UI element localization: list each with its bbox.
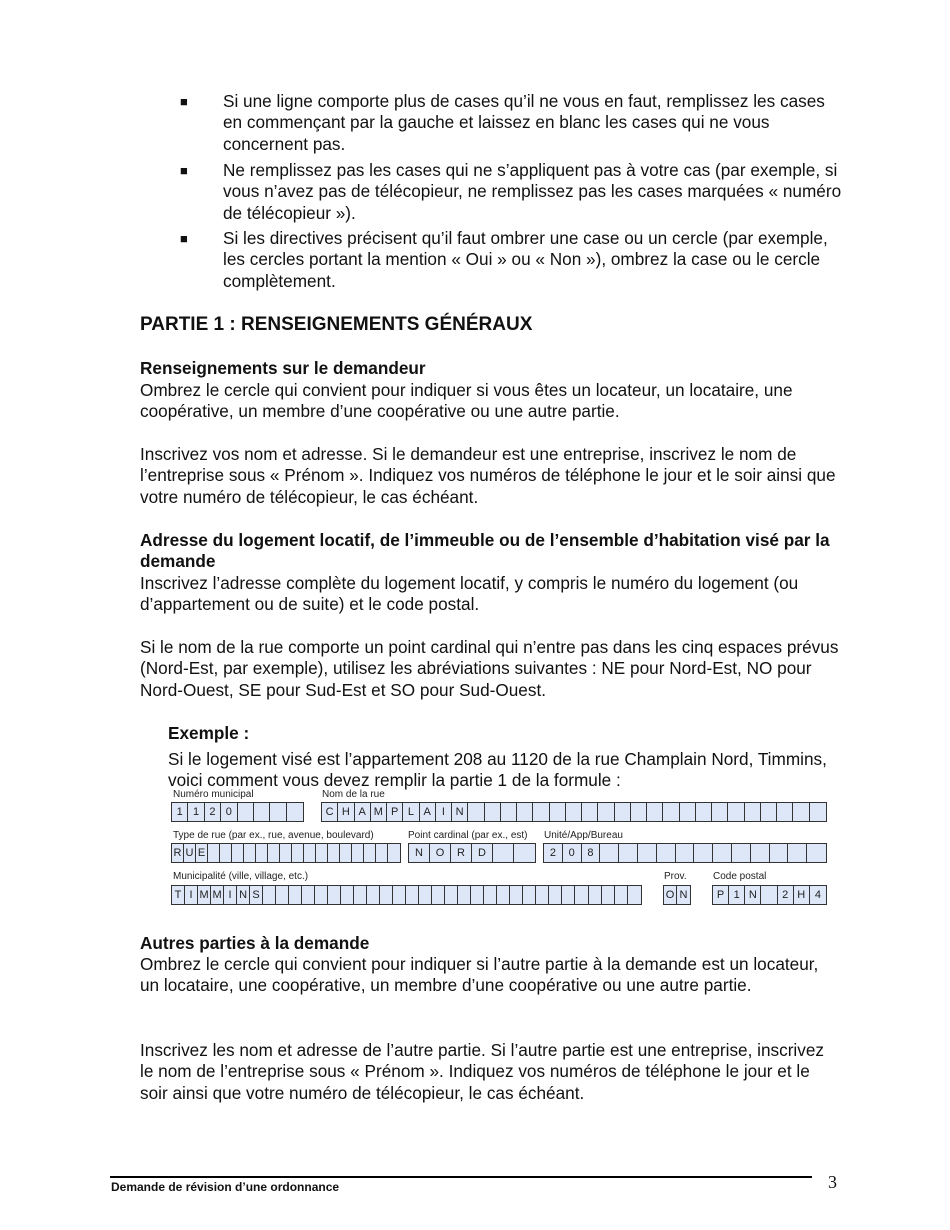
char-box bbox=[254, 803, 270, 821]
label-street-name: Nom de la rue bbox=[322, 789, 385, 800]
char-box bbox=[615, 886, 628, 904]
footer-rule bbox=[110, 1176, 812, 1178]
char-box: I bbox=[224, 886, 237, 904]
char-box: 4 bbox=[814, 889, 821, 901]
char-box bbox=[575, 886, 588, 904]
others-heading: Autres parties à la demande bbox=[140, 933, 370, 953]
char-box: H bbox=[794, 886, 810, 904]
char-box bbox=[432, 886, 445, 904]
char-box bbox=[270, 803, 286, 821]
char-box bbox=[598, 803, 614, 821]
char-box bbox=[485, 803, 501, 821]
char-box bbox=[406, 886, 419, 904]
char-box bbox=[352, 844, 364, 862]
char-box bbox=[810, 803, 826, 821]
char-box: A bbox=[355, 803, 371, 821]
char-box: N bbox=[679, 889, 688, 901]
char-box: 0 bbox=[221, 803, 237, 821]
char-box bbox=[728, 803, 744, 821]
applicant-paragraph-2: Inscrivez vos nom et adresse. Si le demandeur est une entreprise, inscrivez le nom de l’entreprise sous « Prénom ». Indiquez vos numéros de téléphone le jour et le soir ainsi que votre numéro de télécopieur, le cas échéant. bbox=[140, 444, 836, 507]
char-box bbox=[289, 886, 302, 904]
char-box bbox=[761, 886, 777, 904]
char-box bbox=[445, 886, 458, 904]
char-box bbox=[777, 803, 793, 821]
postal-boxes bbox=[712, 885, 827, 905]
char-box bbox=[745, 803, 761, 821]
char-box: M bbox=[211, 886, 224, 904]
char-box bbox=[631, 803, 647, 821]
char-box: D bbox=[472, 844, 493, 862]
bullet-marker: ■ bbox=[180, 163, 188, 178]
char-box bbox=[315, 886, 328, 904]
char-box: P bbox=[387, 803, 403, 821]
char-box bbox=[713, 844, 732, 862]
label-direction: Point cardinal (par ex., est) bbox=[408, 830, 528, 841]
char-box: C bbox=[322, 803, 338, 821]
char-box bbox=[761, 803, 777, 821]
char-box: O bbox=[430, 844, 451, 862]
char-box bbox=[628, 886, 641, 904]
char-box bbox=[263, 886, 276, 904]
char-box bbox=[514, 844, 535, 862]
char-box: R bbox=[172, 844, 184, 862]
applicant-heading: Renseignements sur le demandeur bbox=[140, 358, 426, 378]
part-title: PARTIE 1 : RENSEIGNEMENTS GÉNÉRAUX bbox=[140, 314, 533, 335]
char-box bbox=[304, 844, 316, 862]
label-street-number: Numéro municipal bbox=[173, 789, 254, 800]
char-box bbox=[657, 844, 676, 862]
char-box: N bbox=[409, 844, 430, 862]
char-box bbox=[280, 844, 292, 862]
char-box bbox=[220, 844, 232, 862]
char-box: H bbox=[338, 803, 354, 821]
char-box bbox=[676, 844, 695, 862]
direction-boxes bbox=[408, 843, 536, 863]
char-box bbox=[328, 886, 341, 904]
label-street-type: Type de rue (par ex., rue, avenue, boulevard) bbox=[173, 830, 374, 841]
char-box: 2 bbox=[205, 803, 221, 821]
example-heading: Exemple : bbox=[168, 723, 250, 743]
char-box bbox=[341, 886, 354, 904]
address-heading: Adresse du logement locatif, de l’immeuble ou de l’ensemble d’habitation visé par la demande bbox=[140, 530, 830, 572]
char-box bbox=[208, 844, 220, 862]
char-box: N bbox=[745, 886, 761, 904]
address-paragraph-1: Inscrivez l’adresse complète du logement locatif, y compris le numéro du logement (ou d’appartement ou de suite) et le code postal. bbox=[140, 573, 799, 615]
char-box: L bbox=[403, 803, 419, 821]
bullet-text: Si une ligne comporte plus de cases qu’il ne vous en faut, remplissez les cases en commençant par la gauche et laissez en blanc les cases qui ne vous concernent pas. bbox=[223, 91, 825, 154]
char-box bbox=[316, 844, 328, 862]
char-box bbox=[615, 803, 631, 821]
char-box: T bbox=[172, 886, 185, 904]
char-box bbox=[562, 886, 575, 904]
label-prov: Prov. bbox=[664, 871, 687, 882]
street-number-boxes bbox=[171, 802, 304, 822]
char-box bbox=[419, 886, 432, 904]
label-postal: Code postal bbox=[713, 871, 767, 882]
char-box bbox=[238, 803, 254, 821]
address-paragraph-2: Si le nom de la rue comporte un point cardinal qui n’entre pas dans les cinq espaces prévus (Nord-Est, par exemple), utilisez les abréviations suivantes : NE pour Nord-Est, NO pour Nord-Ouest, SE pour Sud-Est et SO pour Sud-Ouest. bbox=[140, 637, 839, 700]
char-box bbox=[694, 844, 713, 862]
char-box bbox=[647, 803, 663, 821]
char-box bbox=[600, 844, 619, 862]
prov-boxes bbox=[663, 885, 691, 905]
char-box bbox=[232, 844, 244, 862]
char-box bbox=[388, 844, 400, 862]
char-box: 0 bbox=[563, 844, 582, 862]
char-box bbox=[302, 886, 315, 904]
char-box: U bbox=[184, 844, 196, 862]
char-box bbox=[287, 803, 303, 821]
label-municipality: Municipalité (ville, village, etc.) bbox=[173, 871, 309, 882]
label-unit: Unité/App/Bureau bbox=[544, 830, 623, 841]
applicant-paragraph-1: Ombrez le cercle qui convient pour indiquer si vous êtes un locateur, un locataire, une coopérative, un membre d’une coopérative ou une autre partie. bbox=[140, 380, 793, 422]
char-box bbox=[732, 844, 751, 862]
char-box bbox=[468, 803, 484, 821]
char-box: I bbox=[185, 886, 198, 904]
char-box bbox=[680, 803, 696, 821]
char-box bbox=[471, 886, 484, 904]
char-box bbox=[751, 844, 770, 862]
char-box bbox=[549, 886, 562, 904]
street-type-boxes bbox=[171, 843, 401, 863]
char-box: O bbox=[664, 886, 677, 904]
char-box: S bbox=[250, 886, 263, 904]
char-box: N bbox=[452, 803, 468, 821]
char-box bbox=[458, 886, 471, 904]
char-box: 2 bbox=[544, 844, 563, 862]
bullet-text: Si les directives précisent qu’il faut ombrer une case ou un cercle (par exemple, les cercles portant la mention « Oui » ou « Non »), ombrez la case ou le cercle complètement. bbox=[223, 228, 828, 291]
char-box bbox=[619, 844, 638, 862]
char-box bbox=[770, 844, 789, 862]
footer-title: Demande de révision d’une ordonnance bbox=[111, 1180, 340, 1194]
char-box bbox=[340, 844, 352, 862]
char-box bbox=[268, 844, 280, 862]
bullet-marker: ■ bbox=[180, 231, 188, 246]
char-box bbox=[493, 844, 514, 862]
char-box bbox=[364, 844, 376, 862]
char-box bbox=[536, 886, 549, 904]
char-box bbox=[256, 844, 268, 862]
char-box bbox=[712, 803, 728, 821]
char-box: N bbox=[237, 886, 250, 904]
char-box bbox=[244, 844, 256, 862]
street-name-boxes bbox=[321, 802, 827, 822]
char-box bbox=[376, 844, 388, 862]
char-box bbox=[788, 844, 807, 862]
municipality-boxes bbox=[171, 885, 642, 905]
char-box: A bbox=[420, 803, 436, 821]
char-box bbox=[589, 886, 602, 904]
char-box bbox=[523, 886, 536, 904]
char-box bbox=[550, 803, 566, 821]
char-box: I bbox=[436, 803, 452, 821]
char-box bbox=[484, 886, 497, 904]
char-box: 8 bbox=[582, 844, 601, 862]
char-box bbox=[517, 803, 533, 821]
char-box bbox=[638, 844, 657, 862]
char-box: P bbox=[713, 886, 729, 904]
char-box bbox=[533, 803, 549, 821]
char-box: 1 bbox=[729, 886, 745, 904]
page-number: 3 bbox=[828, 1172, 837, 1192]
char-box: R bbox=[451, 844, 472, 862]
bullet-text: Ne remplissez pas les cases qui ne s’appliquent pas à votre cas (par exemple, si vous n’avez pas de télécopieur, ne remplissez pas les cases marquées « numéro de télécopieur »). bbox=[223, 160, 842, 223]
char-box bbox=[380, 886, 393, 904]
others-paragraph-2: Inscrivez les nom et adresse de l’autre partie. Si l’autre partie est une entreprise, inscrivez le nom de l’entreprise sous « Prénom ». Indiquez vos numéros de téléphone le jour et le soir ainsi que votre numéro de télécopieur, le cas échéant. bbox=[140, 1040, 825, 1103]
char-box: E bbox=[196, 844, 208, 862]
char-box bbox=[793, 803, 809, 821]
char-box bbox=[328, 844, 340, 862]
char-box: 2 bbox=[778, 886, 794, 904]
char-box bbox=[276, 886, 289, 904]
char-box bbox=[501, 803, 517, 821]
char-box bbox=[663, 803, 679, 821]
char-box: 1 bbox=[172, 803, 188, 821]
char-box bbox=[602, 886, 615, 904]
others-paragraph-1: Ombrez le cercle qui convient pour indiquer si l’autre partie à la demande est un locateur, un locataire, une coopérative, un membre d’une coopérative ou une autre partie. bbox=[140, 954, 819, 996]
char-box bbox=[393, 886, 406, 904]
char-box: M bbox=[371, 803, 387, 821]
char-box bbox=[497, 886, 510, 904]
example-text: Si le logement visé est l’appartement 208 au 1120 de la rue Champlain Nord, Timmins, voici comment vous devez remplir la partie 1 de la formule : bbox=[168, 749, 827, 791]
char-box: M bbox=[198, 886, 211, 904]
char-box bbox=[510, 886, 523, 904]
char-box bbox=[807, 844, 826, 862]
char-box bbox=[367, 886, 380, 904]
unit-boxes bbox=[543, 843, 827, 863]
char-box bbox=[582, 803, 598, 821]
char-box bbox=[292, 844, 304, 862]
char-box bbox=[354, 886, 367, 904]
bullet-marker: ■ bbox=[180, 94, 188, 109]
char-box bbox=[566, 803, 582, 821]
char-box bbox=[696, 803, 712, 821]
char-box: 1 bbox=[188, 803, 204, 821]
